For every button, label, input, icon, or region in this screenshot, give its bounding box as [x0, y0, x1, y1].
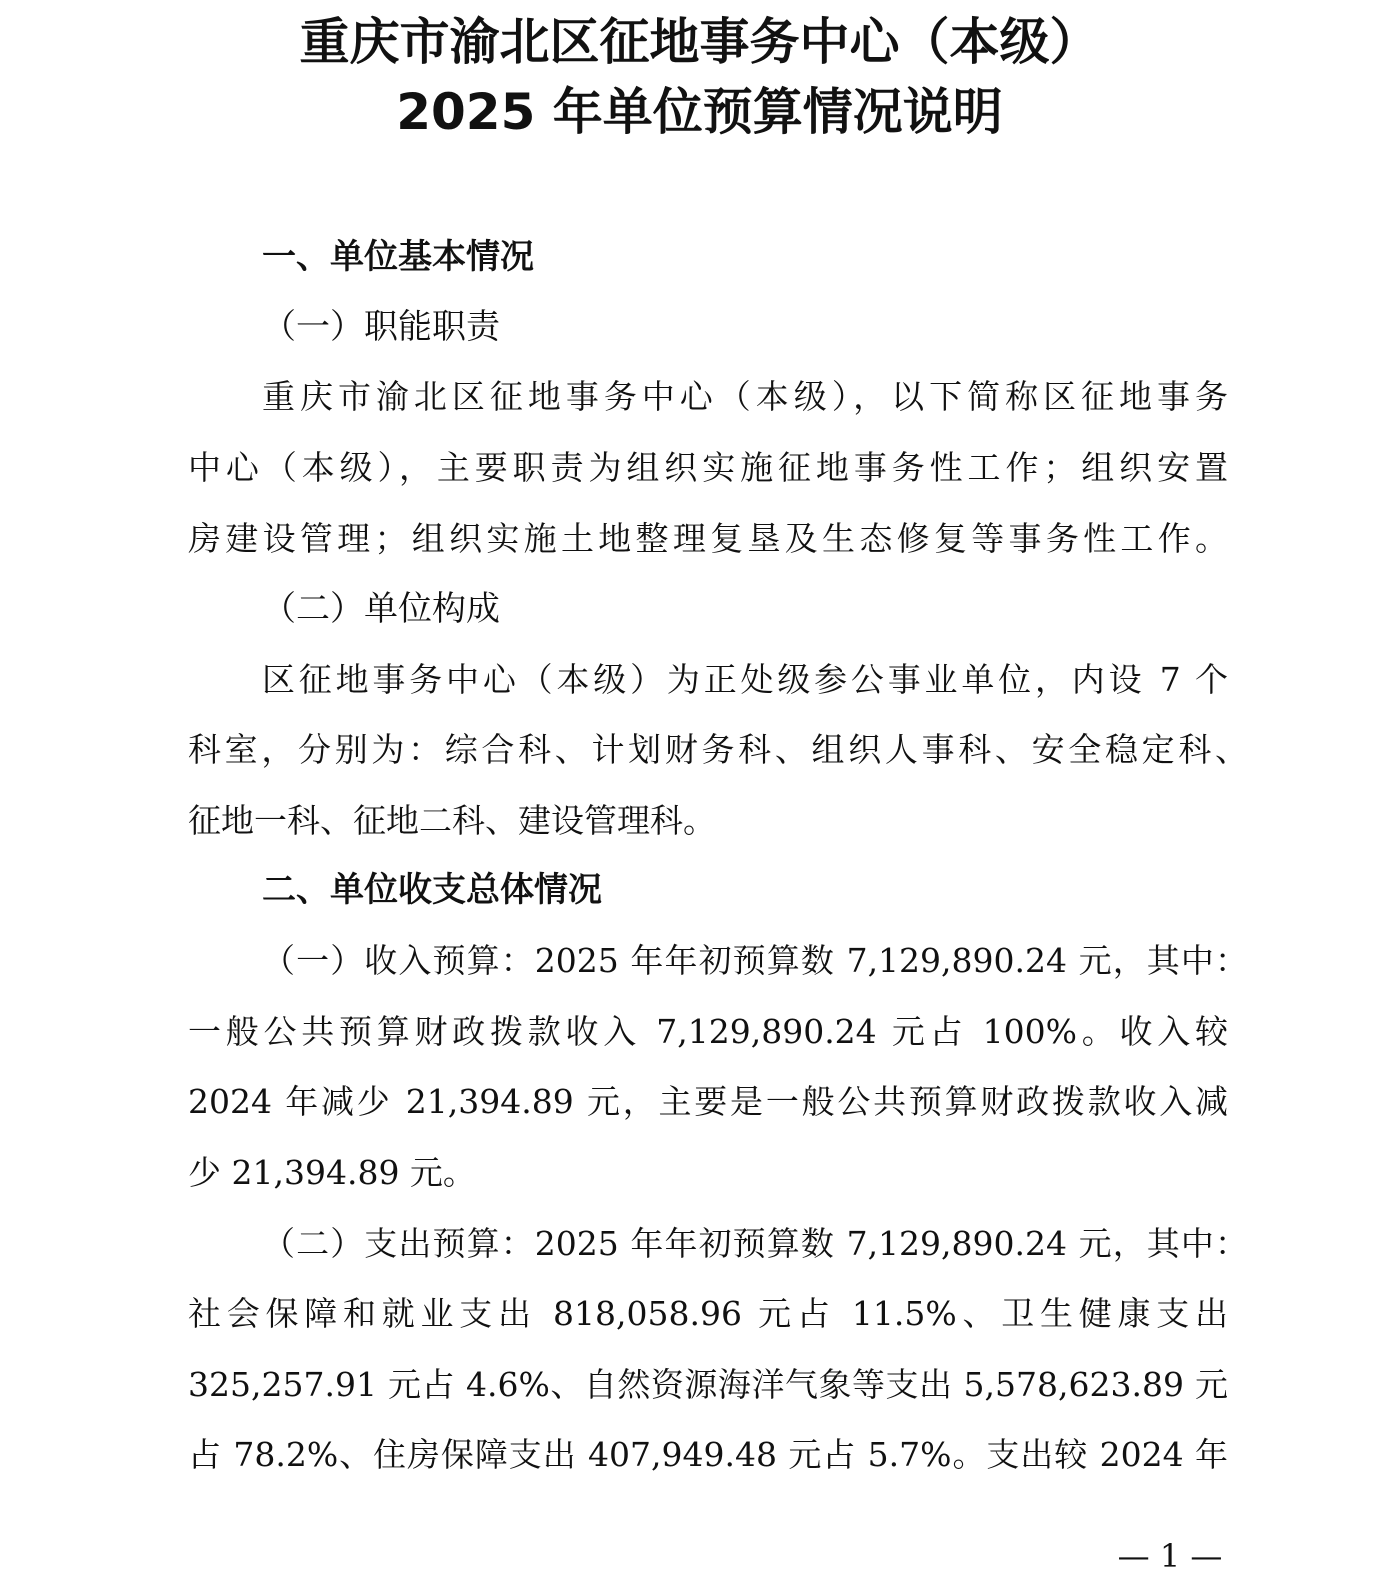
subsection-heading-duties: （一）职能职责: [262, 307, 500, 347]
paragraph-line: 社会保障和就业支出 818,058.96 元占 11.5%、卫生健康支出: [188, 1294, 1228, 1333]
paragraph-line: 少 21,394.89 元。: [188, 1153, 476, 1192]
paragraph-line: （二）支出预算：2025 年年初预算数 7,129,890.24 元，其中：: [262, 1224, 1248, 1263]
paragraph-line: 房建设管理；组织实施土地整理复垦及生态修复等事务性工作。: [188, 519, 1228, 558]
paragraph-line: 一般公共预算财政拨款收入 7,129,890.24 元占 100%。收入较: [188, 1012, 1228, 1051]
subsection-heading-composition: （二）单位构成: [262, 589, 500, 629]
paragraph-line: （一）收入预算：2025 年年初预算数 7,129,890.24 元，其中：: [262, 941, 1248, 980]
paragraph-line: 科室，分别为：综合科、计划财务科、组织人事科、安全稳定科、: [188, 730, 1248, 769]
document-title-line-1: 重庆市渝北区征地事务中心（本级）: [299, 13, 1100, 71]
paragraph-line: 325,257.91 元占 4.6%、自然资源海洋气象等支出 5,578,623.89 元: [188, 1365, 1228, 1404]
section-heading-budget-overview: 二、单位收支总体情况: [262, 870, 602, 910]
document-title-line-2: 2025 年单位预算情况说明: [396, 83, 1003, 141]
page-number: — 1 —: [1117, 1537, 1223, 1575]
paragraph-line: 占 78.2%、住房保障支出 407,949.48 元占 5.7%。支出较 2024 年: [188, 1435, 1228, 1474]
paragraph-line: 2024 年减少 21,394.89 元，主要是一般公共预算财政拨款收入减: [188, 1082, 1228, 1121]
paragraph-line: 重庆市渝北区征地事务中心（本级），以下简称区征地事务: [262, 377, 1228, 416]
paragraph-line: 区征地事务中心（本级）为正处级参公事业单位，内设 7 个: [262, 660, 1228, 699]
paragraph-line: 征地一科、征地二科、建设管理科。: [188, 801, 716, 840]
paragraph-line: 中心（本级），主要职责为组织实施征地事务性工作；组织安置: [188, 448, 1228, 487]
section-heading-basic-info: 一、单位基本情况: [262, 237, 534, 277]
